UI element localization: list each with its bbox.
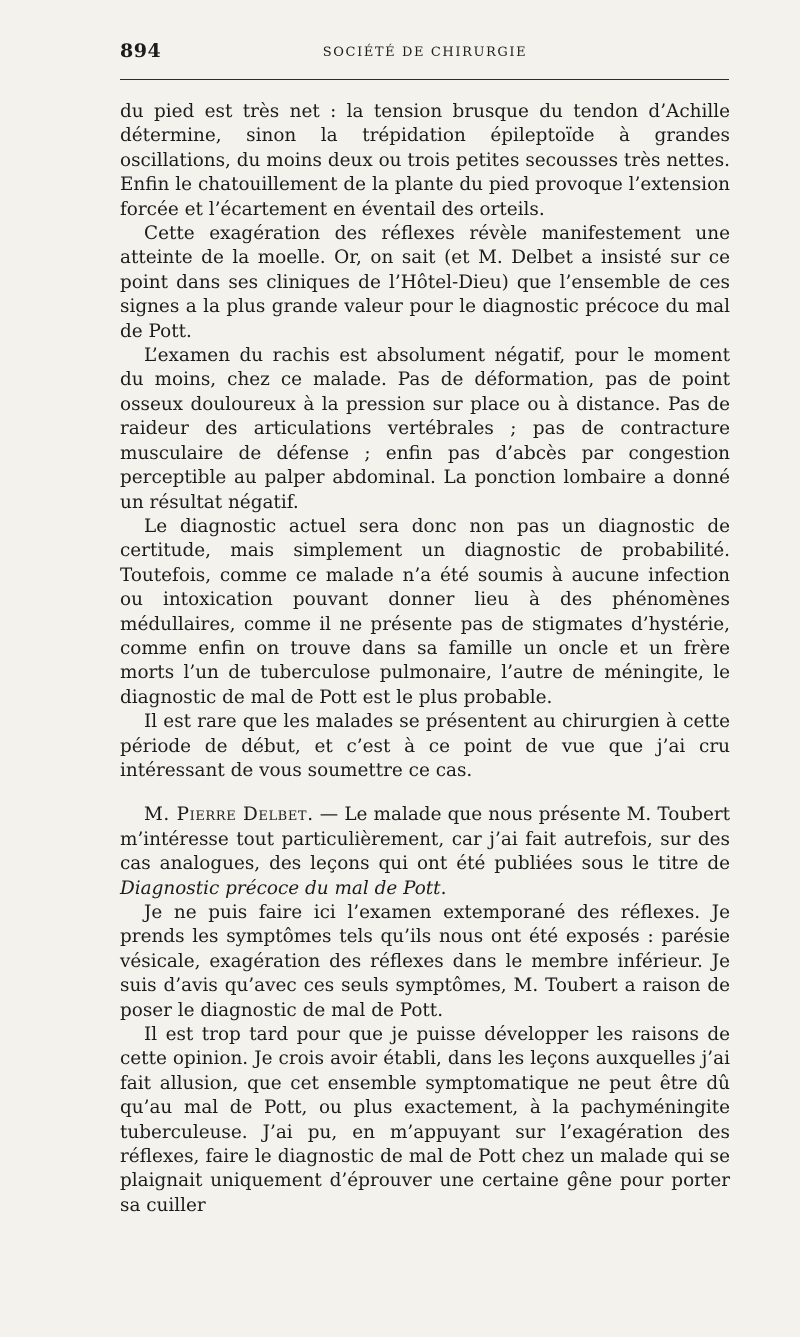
body-text — [120, 100, 730, 1218]
paragraph-opinion: Il est trop tard pour que je puisse développer les raisons de cette opinion. Je crois avoir établi, dans les leçons auxquelles j’ai fait allusion, que cet ensemble symptomatique ne peut être dû qu’au mal de Pott, ou plus exactement, à la pachyméningite tuberculeuse. J’ai pu, en m’appuyant sur l’exagération des réflexes, faire le diagnostic de mal de Pott chez un malade qui se plaignait uniquement d’éprouver une certaine gêne pour porter sa cuiller — [120, 1024, 730, 1216]
header-rule — [120, 79, 729, 80]
paragraph-symptoms: Je ne puis faire ici l’examen extemporané des réflexes. Je prends les symptômes tels qu’ils nous ont été exposés : parésie vésicale, exagération des réflexes dans le membre inférieur. Je suis d’avis qu’avec ces seuls symptômes, M. Toubert a raison de poser le diagnostic de mal de Pott. — [120, 902, 730, 1021]
delbet-intro-end: . — [440, 877, 447, 899]
paragraph-reflexes: Cette exagération des réflexes révèle manifestement une atteinte de la moelle. Or, on sait (et M. Delbet a insisté sur ce point dans ses cliniques de l’Hôtel-Dieu) que l’ensemble de ces signes a la plus grande valeur pour le diagnostic précoce du mal de Pott. — [120, 223, 730, 342]
running-title: SOCIÉTÉ DE CHIRURGIE — [322, 45, 528, 60]
paragraph-delbet-intro — [120, 803, 730, 901]
paragraph-rachis-exam: L’examen du rachis est absolument négatif, pour le moment du moins, chez ce malade. Pas de déformation, pas de point osseux douloureux à la pression sur place ou à distance. Pas de raideur des articulations vertébrales ; pas de contracture musculaire de défense ; enfin pas d’abcès par congestion perceptible au palper abdominal. La ponction lombaire a donné un résultat négatif. — [120, 345, 730, 513]
running-head — [120, 40, 730, 70]
speaker-name: M. Pierre Delbet. — [144, 804, 314, 826]
paragraph-continued: du pied est très net : la tension brusque du tendon d’Achille détermine, sinon la trépidation épileptoïde à grandes oscillations, du moins deux ou trois petites secousses très nettes. Enfin le chatouillement de la plante du pied provoque l’extension forcée et l’écartement en éventail des orteils. — [120, 101, 730, 220]
page-number: 894 — [120, 40, 162, 62]
paragraph-rarity: Il est rare que les malades se présentent au chirurgien à cette période de début, et c’est à ce point de vue que j’ai cru intéressant de vous soumettre ce cas. — [120, 711, 730, 781]
publication-title: Diagnostic précoce du mal de Pott — [120, 877, 441, 899]
delbet-intro-text: — Le malade que nous présente M. Toubert m’intéresse tout particulièrement, car j’ai fait autrefois, sur des cas analogues, des leçons qui ont été publiées sous le titre de — [120, 804, 731, 875]
paragraph-diagnosis: Le diagnostic actuel sera donc non pas un diagnostic de certitude, mais simplement un diagnostic de probabilité. Toutefois, comme ce malade n’a été soumis à aucune infection ou intoxication pouvant donner lieu à des phénomènes médullaires, comme il ne présente pas de stigmates d’hystérie, comme enfin on trouve dans sa famille un oncle et un frère morts l’un de tuberculose pulmonaire, l’autre de méningite, le diagnostic de mal de Pott est le plus probable. — [120, 515, 730, 708]
